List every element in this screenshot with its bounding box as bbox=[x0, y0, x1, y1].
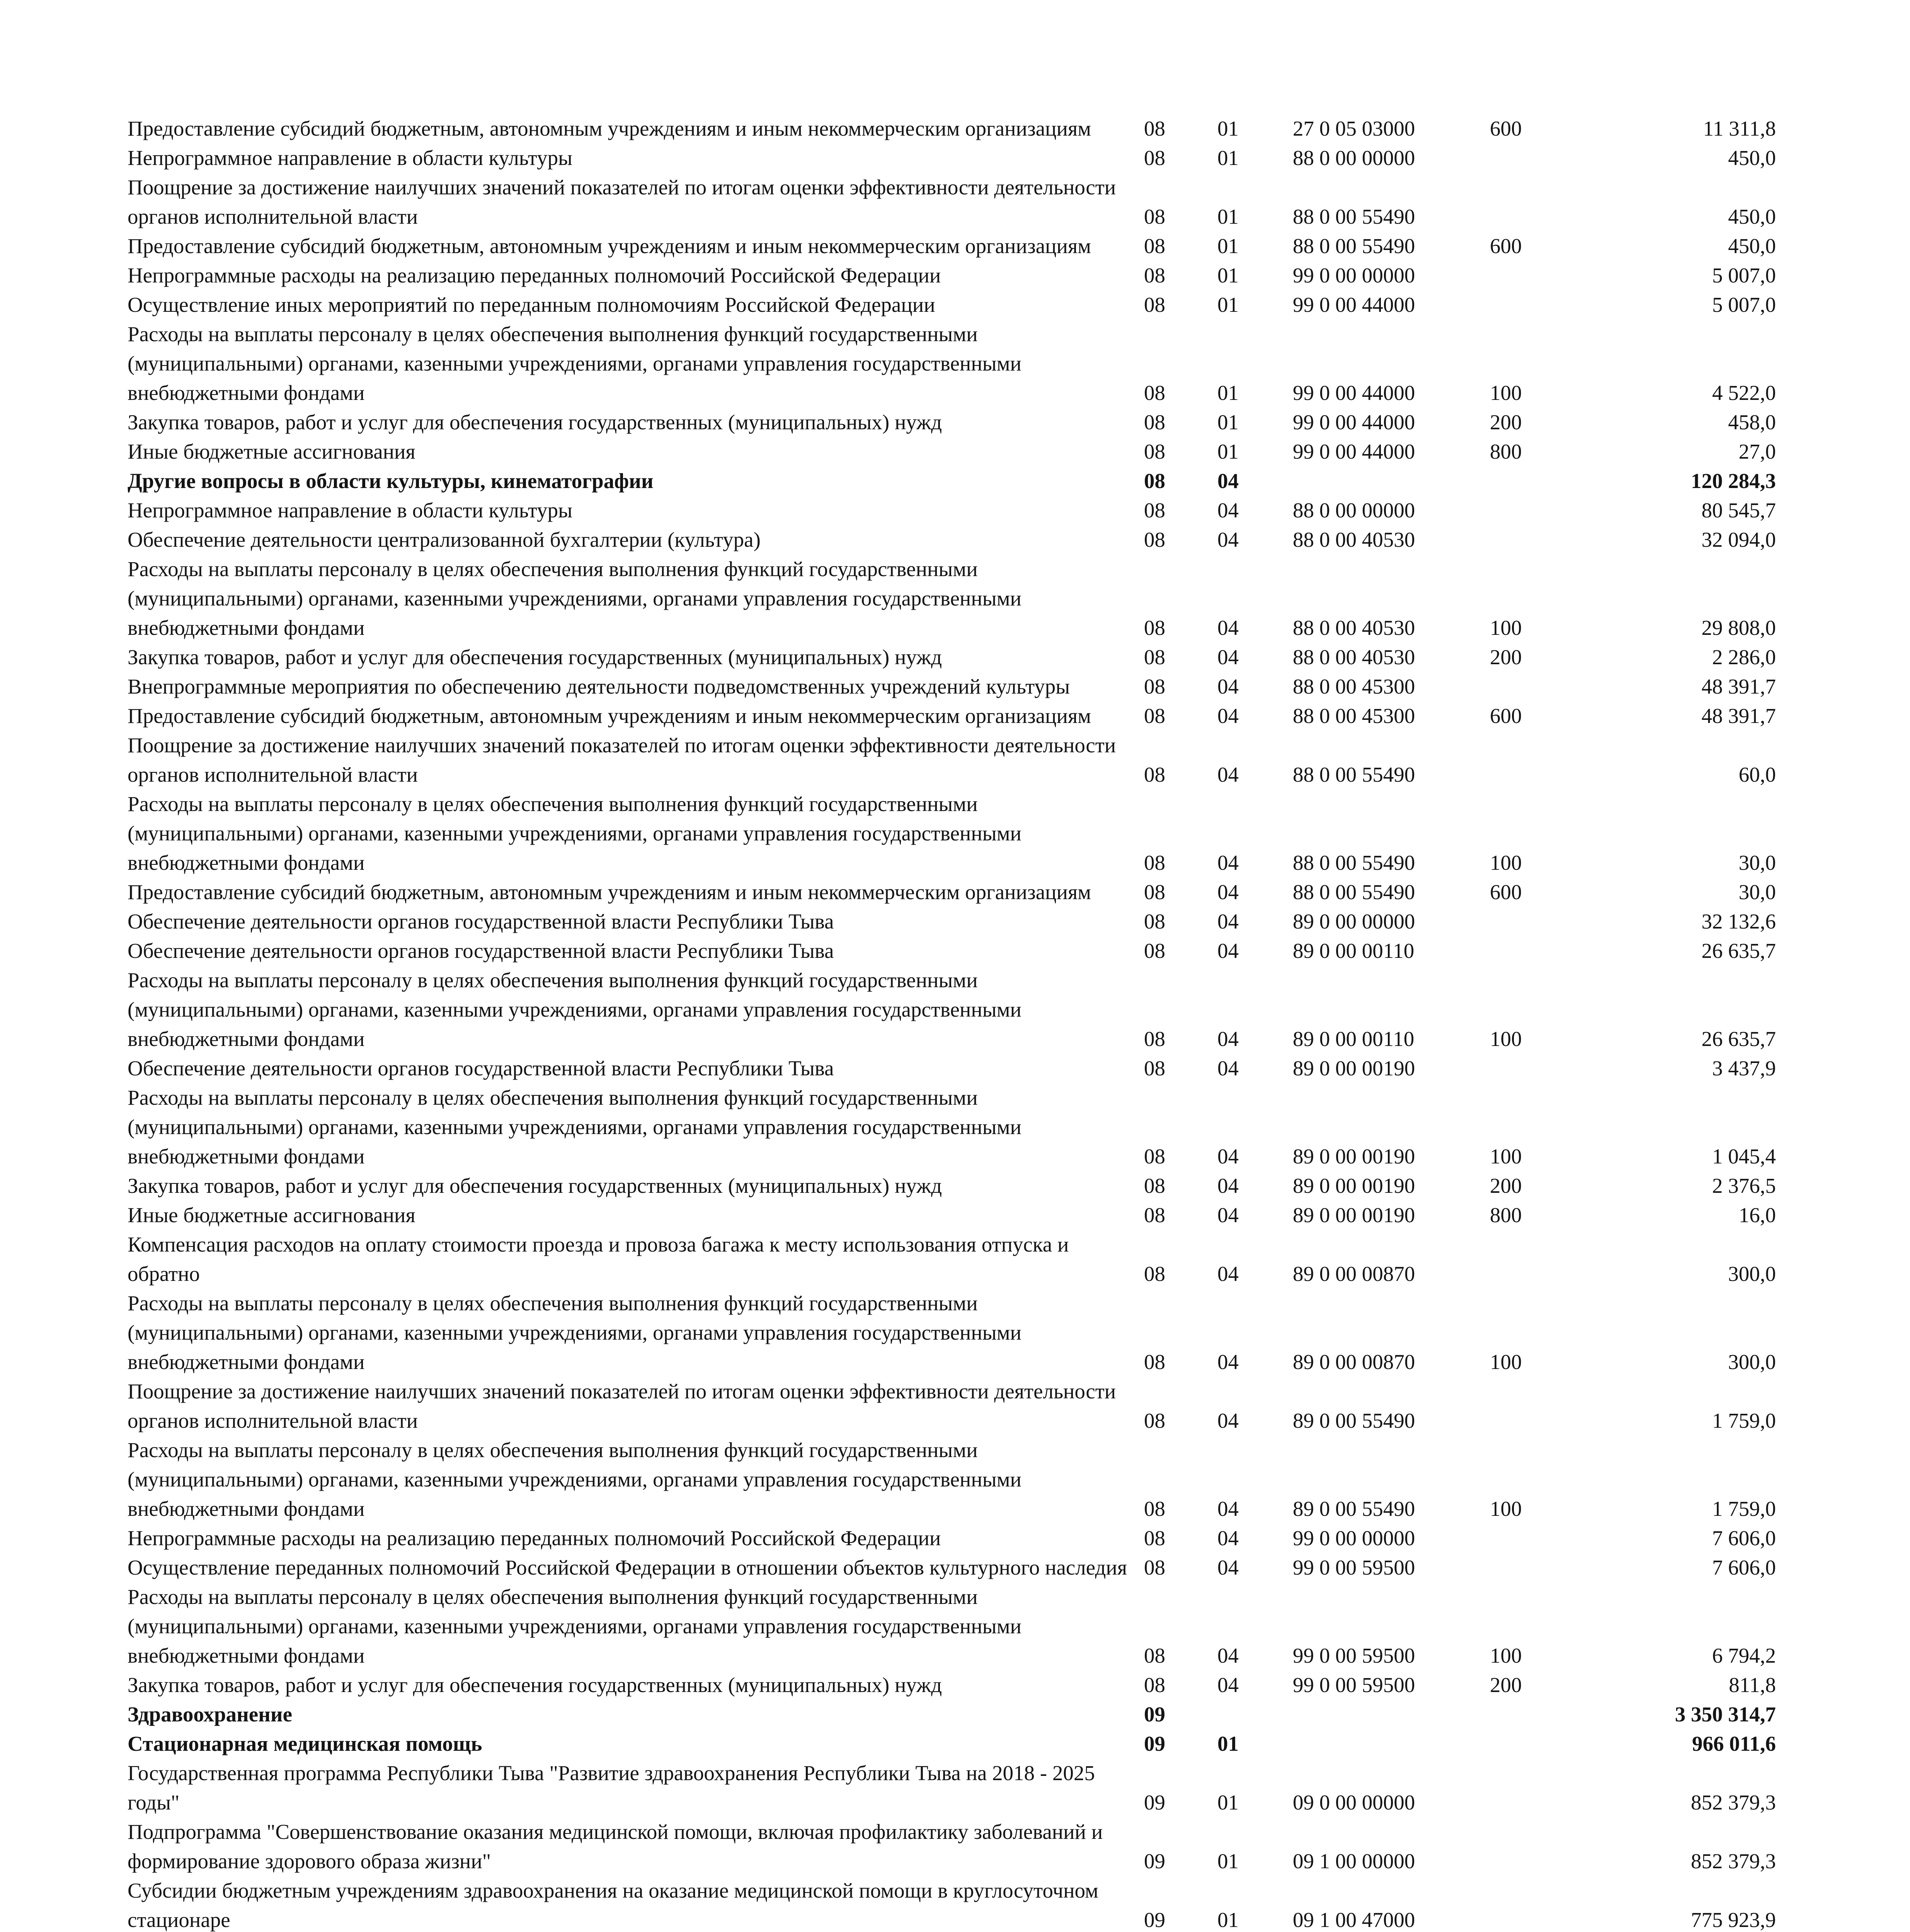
table-row bbox=[128, 114, 1789, 143]
table-row bbox=[128, 1817, 1789, 1876]
table-section-row bbox=[128, 1729, 1789, 1759]
item-name: Здравоохранение bbox=[128, 1702, 293, 1726]
amount: 811,8 bbox=[1729, 1673, 1776, 1697]
section-code: 08 bbox=[1144, 205, 1165, 228]
subsection-code: 04 bbox=[1217, 1056, 1239, 1080]
target-article-code: 99 0 00 59500 bbox=[1293, 1673, 1415, 1697]
table-row bbox=[128, 643, 1789, 672]
item-name: Непрограммное направление в области культуры bbox=[128, 146, 573, 170]
amount: 6 794,2 bbox=[1712, 1644, 1776, 1667]
subsection-code: 04 bbox=[1217, 1174, 1239, 1197]
item-name: Осуществление иных мероприятий по переданным полномочиям Российской Федерации bbox=[128, 293, 935, 316]
section-code: 08 bbox=[1144, 1174, 1165, 1197]
item-name: Поощрение за достижение наилучших значений показателей по итогам оценки эффективности деятельности органов исполнительной власти bbox=[128, 733, 1116, 786]
section-code: 08 bbox=[1144, 528, 1165, 551]
item-name: Предоставление субсидий бюджетным, автономным учреждениям и иным некоммерческим организациям bbox=[128, 234, 1091, 258]
subsection-code: 04 bbox=[1217, 1556, 1239, 1579]
item-name: Обеспечение деятельности органов государственной власти Республики Тыва bbox=[128, 910, 834, 933]
subsection-code: 04 bbox=[1217, 704, 1239, 728]
table-row bbox=[128, 1054, 1789, 1083]
amount: 450,0 bbox=[1728, 146, 1776, 170]
item-name: Расходы на выплаты персоналу в целях обеспечения выполнения функций государственными (муниципальными) органами, казенными учреждениями, органами управления государственными внебюджетными фондами bbox=[128, 1585, 1021, 1667]
item-name: Осуществление переданных полномочий Российской Федерации в отношении объектов культурного наследия bbox=[128, 1556, 1127, 1579]
subsection-code: 04 bbox=[1217, 1145, 1239, 1168]
item-name: Закупка товаров, работ и услуг для обеспечения государственных (муниципальных) нужд bbox=[128, 410, 942, 434]
amount: 32 132,6 bbox=[1701, 910, 1776, 933]
section-code: 08 bbox=[1144, 1145, 1165, 1168]
section-code: 09 bbox=[1144, 1908, 1165, 1932]
subsection-code: 04 bbox=[1217, 1203, 1239, 1227]
subsection-code: 01 bbox=[1217, 1791, 1239, 1814]
table-row bbox=[128, 408, 1789, 437]
item-name: Внепрограммные мероприятия по обеспечению деятельности подведомственных учреждений культуры bbox=[128, 675, 1070, 698]
amount: 2 286,0 bbox=[1712, 645, 1776, 669]
amount: 1 759,0 bbox=[1712, 1409, 1776, 1432]
item-name: Другие вопросы в области культуры, кинематографии bbox=[128, 469, 654, 493]
target-article-code: 99 0 00 00000 bbox=[1293, 264, 1415, 287]
subsection-code: 04 bbox=[1217, 1262, 1239, 1286]
expense-type-code: 600 bbox=[1490, 704, 1522, 728]
section-code: 08 bbox=[1144, 293, 1165, 316]
amount: 5 007,0 bbox=[1712, 293, 1776, 316]
target-article-code: 88 0 00 40530 bbox=[1293, 528, 1415, 551]
subsection-code: 01 bbox=[1217, 234, 1239, 258]
item-name: Компенсация расходов на оплату стоимости проезда и провоза багажа к месту использования отпуска и обратно bbox=[128, 1233, 1069, 1286]
table-row bbox=[128, 1759, 1789, 1817]
item-name: Расходы на выплаты персоналу в целях обеспечения выполнения функций государственными (муниципальными) органами, казенными учреждениями, органами управления государственными внебюджетными фондами bbox=[128, 792, 1021, 874]
section-code: 09 bbox=[1144, 1732, 1165, 1755]
subsection-code: 04 bbox=[1217, 1350, 1239, 1374]
section-code: 08 bbox=[1144, 1526, 1165, 1550]
item-name: Непрограммные расходы на реализацию переданных полномочий Российской Федерации bbox=[128, 264, 941, 287]
item-name: Субсидии бюджетным учреждениям здравоохранения на оказание медицинской помощи в круглосуточном стационаре bbox=[128, 1879, 1098, 1932]
target-article-code: 88 0 00 55490 bbox=[1293, 763, 1415, 786]
expense-type-code: 100 bbox=[1490, 851, 1522, 874]
amount: 30,0 bbox=[1738, 880, 1776, 904]
amount: 26 635,7 bbox=[1701, 1027, 1776, 1051]
target-article-code: 89 0 00 00190 bbox=[1293, 1174, 1415, 1197]
section-code: 08 bbox=[1144, 1203, 1165, 1227]
target-article-code: 89 0 00 55490 bbox=[1293, 1409, 1415, 1432]
expense-type-code: 100 bbox=[1490, 1350, 1522, 1374]
table-row bbox=[128, 1876, 1789, 1932]
section-code: 08 bbox=[1144, 939, 1165, 963]
table-row bbox=[128, 1201, 1789, 1230]
amount: 11 311,8 bbox=[1703, 117, 1776, 140]
item-name: Расходы на выплаты персоналу в целях обеспечения выполнения функций государственными (муниципальными) органами, казенными учреждениями, органами управления государственными внебюджетными фондами bbox=[128, 1291, 1021, 1374]
subsection-code: 01 bbox=[1217, 146, 1239, 170]
table-row bbox=[128, 1230, 1789, 1289]
table-row bbox=[128, 554, 1789, 643]
item-name: Стационарная медицинская помощь bbox=[128, 1732, 482, 1755]
subsection-code: 04 bbox=[1217, 1644, 1239, 1667]
target-article-code: 99 0 00 44000 bbox=[1293, 293, 1415, 316]
section-code: 08 bbox=[1144, 1409, 1165, 1432]
amount: 7 606,0 bbox=[1712, 1526, 1776, 1550]
amount: 29 808,0 bbox=[1701, 616, 1776, 639]
expense-type-code: 600 bbox=[1490, 117, 1522, 140]
section-code: 09 bbox=[1144, 1849, 1165, 1873]
table-row bbox=[128, 907, 1789, 936]
amount: 27,0 bbox=[1738, 440, 1776, 463]
target-article-code: 99 0 00 44000 bbox=[1293, 381, 1415, 405]
amount: 5 007,0 bbox=[1712, 264, 1776, 287]
section-code: 08 bbox=[1144, 264, 1165, 287]
target-article-code: 88 0 00 55490 bbox=[1293, 205, 1415, 228]
target-article-code: 99 0 00 59500 bbox=[1293, 1644, 1415, 1667]
expense-type-code: 200 bbox=[1490, 1673, 1522, 1697]
amount: 30,0 bbox=[1738, 851, 1776, 874]
amount: 1 045,4 bbox=[1712, 1145, 1776, 1168]
table-section-row bbox=[128, 1700, 1789, 1729]
target-article-code: 89 0 00 00190 bbox=[1293, 1203, 1415, 1227]
section-code: 08 bbox=[1144, 440, 1165, 463]
table-row bbox=[128, 701, 1789, 731]
item-name: Подпрограмма "Совершенствование оказания медицинской помощи, включая профилактику заболеваний и формирование здорового образа жизни" bbox=[128, 1820, 1103, 1873]
item-name: Поощрение за достижение наилучших значений показателей по итогам оценки эффективности деятельности органов исполнительной власти bbox=[128, 175, 1116, 228]
table-row bbox=[128, 1171, 1789, 1201]
item-name: Предоставление субсидий бюджетным, автономным учреждениям и иным некоммерческим организациям bbox=[128, 704, 1091, 728]
target-article-code: 99 0 00 59500 bbox=[1293, 1556, 1415, 1579]
amount: 300,0 bbox=[1728, 1350, 1776, 1374]
target-article-code: 88 0 00 00000 bbox=[1293, 498, 1415, 522]
item-name: Обеспечение деятельности органов государственной власти Республики Тыва bbox=[128, 939, 834, 963]
item-name: Закупка товаров, работ и услуг для обеспечения государственных (муниципальных) нужд bbox=[128, 1174, 942, 1197]
expense-type-code: 100 bbox=[1490, 1027, 1522, 1051]
table-row bbox=[128, 1435, 1789, 1524]
subsection-code: 04 bbox=[1217, 645, 1239, 669]
amount: 7 606,0 bbox=[1712, 1556, 1776, 1579]
amount: 852 379,3 bbox=[1691, 1791, 1776, 1814]
target-article-code: 88 0 00 45300 bbox=[1293, 704, 1415, 728]
expense-type-code: 800 bbox=[1490, 1203, 1522, 1227]
subsection-code: 04 bbox=[1217, 1526, 1239, 1550]
subsection-code: 04 bbox=[1217, 1497, 1239, 1520]
item-name: Непрограммное направление в области культуры bbox=[128, 498, 573, 522]
section-code: 08 bbox=[1144, 381, 1165, 405]
table-row bbox=[128, 1377, 1789, 1435]
section-code: 08 bbox=[1144, 675, 1165, 698]
item-name: Расходы на выплаты персоналу в целях обеспечения выполнения функций государственными (муниципальными) органами, казенными учреждениями, органами управления государственными внебюджетными фондами bbox=[128, 322, 1021, 405]
section-code: 08 bbox=[1144, 851, 1165, 874]
amount: 2 376,5 bbox=[1712, 1174, 1776, 1197]
amount: 450,0 bbox=[1728, 234, 1776, 258]
target-article-code: 88 0 00 40530 bbox=[1293, 616, 1415, 639]
table-row bbox=[128, 789, 1789, 878]
table-row bbox=[128, 261, 1789, 290]
target-article-code: 99 0 00 00000 bbox=[1293, 1526, 1415, 1550]
table-row bbox=[128, 672, 1789, 701]
target-article-code: 99 0 00 44000 bbox=[1293, 410, 1415, 434]
section-code: 08 bbox=[1144, 910, 1165, 933]
subsection-code: 04 bbox=[1217, 880, 1239, 904]
item-name: Расходы на выплаты персоналу в целях обеспечения выполнения функций государственными (муниципальными) органами, казенными учреждениями, органами управления государственными внебюджетными фондами bbox=[128, 968, 1021, 1051]
table-row bbox=[128, 1553, 1789, 1582]
item-name: Иные бюджетные ассигнования bbox=[128, 1203, 415, 1227]
amount: 60,0 bbox=[1738, 763, 1776, 786]
section-code: 08 bbox=[1144, 704, 1165, 728]
section-code: 08 bbox=[1144, 645, 1165, 669]
subsection-code: 04 bbox=[1217, 616, 1239, 639]
target-article-code: 88 0 00 55490 bbox=[1293, 851, 1415, 874]
item-name: Предоставление субсидий бюджетным, автономным учреждениям и иным некоммерческим организациям bbox=[128, 880, 1091, 904]
table-row bbox=[128, 1670, 1789, 1700]
amount: 48 391,7 bbox=[1701, 704, 1776, 728]
expense-type-code: 600 bbox=[1490, 234, 1522, 258]
expense-type-code: 100 bbox=[1490, 616, 1522, 639]
target-article-code: 88 0 00 00000 bbox=[1293, 146, 1415, 170]
amount: 3 437,9 bbox=[1712, 1056, 1776, 1080]
item-name: Расходы на выплаты персоналу в целях обеспечения выполнения функций государственными (муниципальными) органами, казенными учреждениями, органами управления государственными внебюджетными фондами bbox=[128, 1438, 1021, 1520]
section-code: 08 bbox=[1144, 1262, 1165, 1286]
item-name: Закупка товаров, работ и услуг для обеспечения государственных (муниципальных) нужд bbox=[128, 645, 942, 669]
target-article-code: 09 1 00 47000 bbox=[1293, 1908, 1415, 1932]
item-name: Государственная программа Республики Тыва "Развитие здравоохранения Республики Тыва на 2018 - 2025 годы" bbox=[128, 1761, 1095, 1814]
subsection-code: 01 bbox=[1217, 410, 1239, 434]
subsection-code: 01 bbox=[1217, 440, 1239, 463]
table-row bbox=[128, 525, 1789, 554]
expense-type-code: 200 bbox=[1490, 410, 1522, 434]
table-row bbox=[128, 437, 1789, 466]
table-row bbox=[128, 731, 1789, 789]
section-code: 08 bbox=[1144, 469, 1165, 493]
target-article-code: 09 1 00 00000 bbox=[1293, 1849, 1415, 1873]
expense-type-code: 100 bbox=[1490, 381, 1522, 405]
section-code: 08 bbox=[1144, 1497, 1165, 1520]
subsection-code: 04 bbox=[1217, 910, 1239, 933]
expense-type-code: 200 bbox=[1490, 1174, 1522, 1197]
expense-type-code: 100 bbox=[1490, 1644, 1522, 1667]
item-name: Расходы на выплаты персоналу в целях обеспечения выполнения функций государственными (муниципальными) органами, казенными учреждениями, органами управления государственными внебюджетными фондами bbox=[128, 557, 1021, 639]
subsection-code: 04 bbox=[1217, 939, 1239, 963]
item-name: Иные бюджетные ассигнования bbox=[128, 440, 415, 463]
section-code: 08 bbox=[1144, 146, 1165, 170]
table-row bbox=[128, 143, 1789, 173]
subsection-code: 01 bbox=[1217, 1732, 1239, 1755]
subsection-code: 04 bbox=[1217, 469, 1239, 493]
target-article-code: 88 0 00 55490 bbox=[1293, 880, 1415, 904]
item-name: Закупка товаров, работ и услуг для обеспечения государственных (муниципальных) нужд bbox=[128, 1673, 942, 1697]
section-code: 08 bbox=[1144, 1056, 1165, 1080]
subsection-code: 01 bbox=[1217, 264, 1239, 287]
table-row bbox=[128, 966, 1789, 1054]
target-article-code: 89 0 00 00000 bbox=[1293, 910, 1415, 933]
amount: 3 350 314,7 bbox=[1675, 1702, 1776, 1726]
section-code: 08 bbox=[1144, 616, 1165, 639]
section-code: 08 bbox=[1144, 1644, 1165, 1667]
expense-type-code: 100 bbox=[1490, 1497, 1522, 1520]
expense-type-code: 100 bbox=[1490, 1145, 1522, 1168]
section-code: 09 bbox=[1144, 1702, 1165, 1726]
subsection-code: 04 bbox=[1217, 1027, 1239, 1051]
item-name: Непрограммные расходы на реализацию переданных полномочий Российской Федерации bbox=[128, 1526, 941, 1550]
subsection-code: 04 bbox=[1217, 675, 1239, 698]
item-name: Расходы на выплаты персоналу в целях обеспечения выполнения функций государственными (муниципальными) органами, казенными учреждениями, органами управления государственными внебюджетными фондами bbox=[128, 1086, 1021, 1168]
amount: 80 545,7 bbox=[1701, 498, 1776, 522]
subsection-code: 01 bbox=[1217, 381, 1239, 405]
subsection-code: 01 bbox=[1217, 293, 1239, 316]
table-row bbox=[128, 320, 1789, 408]
subsection-code: 01 bbox=[1217, 1849, 1239, 1873]
target-article-code: 27 0 05 03000 bbox=[1293, 117, 1415, 140]
amount: 26 635,7 bbox=[1701, 939, 1776, 963]
expense-type-code: 600 bbox=[1490, 880, 1522, 904]
table-row bbox=[128, 173, 1789, 231]
amount: 852 379,3 bbox=[1691, 1849, 1776, 1873]
target-article-code: 88 0 00 40530 bbox=[1293, 645, 1415, 669]
target-article-code: 89 0 00 00870 bbox=[1293, 1262, 1415, 1286]
item-name: Поощрение за достижение наилучших значений показателей по итогам оценки эффективности деятельности органов исполнительной власти bbox=[128, 1379, 1116, 1432]
table-row bbox=[128, 878, 1789, 907]
amount: 1 759,0 bbox=[1712, 1497, 1776, 1520]
amount: 120 284,3 bbox=[1691, 469, 1776, 493]
target-article-code: 88 0 00 45300 bbox=[1293, 675, 1415, 698]
amount: 966 011,6 bbox=[1692, 1732, 1776, 1755]
table-row bbox=[128, 1524, 1789, 1553]
subsection-code: 01 bbox=[1217, 205, 1239, 228]
target-article-code: 89 0 00 00110 bbox=[1293, 939, 1415, 963]
subsection-code: 04 bbox=[1217, 1409, 1239, 1432]
table-row bbox=[128, 1289, 1789, 1377]
amount: 450,0 bbox=[1728, 205, 1776, 228]
subsection-code: 04 bbox=[1217, 528, 1239, 551]
budget-table bbox=[128, 114, 1789, 1932]
target-article-code: 89 0 00 00190 bbox=[1293, 1056, 1415, 1080]
subsection-code: 04 bbox=[1217, 498, 1239, 522]
table-row bbox=[128, 496, 1789, 525]
amount: 775 923,9 bbox=[1691, 1908, 1776, 1932]
target-article-code: 88 0 00 55490 bbox=[1293, 234, 1415, 258]
section-code: 09 bbox=[1144, 1791, 1165, 1814]
table-row bbox=[128, 1582, 1789, 1670]
section-code: 08 bbox=[1144, 1556, 1165, 1579]
section-code: 08 bbox=[1144, 1350, 1165, 1374]
expense-type-code: 800 bbox=[1490, 440, 1522, 463]
subsection-code: 01 bbox=[1217, 1908, 1239, 1932]
table-section-row bbox=[128, 466, 1789, 496]
amount: 300,0 bbox=[1728, 1262, 1776, 1286]
expense-type-code: 200 bbox=[1490, 645, 1522, 669]
item-name: Предоставление субсидий бюджетным, автономным учреждениям и иным некоммерческим организациям bbox=[128, 117, 1091, 140]
section-code: 08 bbox=[1144, 410, 1165, 434]
target-article-code: 89 0 00 00870 bbox=[1293, 1350, 1415, 1374]
target-article-code: 99 0 00 44000 bbox=[1293, 440, 1415, 463]
amount: 458,0 bbox=[1728, 410, 1776, 434]
item-name: Обеспечение деятельности органов государственной власти Республики Тыва bbox=[128, 1056, 834, 1080]
section-code: 08 bbox=[1144, 1673, 1165, 1697]
subsection-code: 04 bbox=[1217, 763, 1239, 786]
target-article-code: 09 0 00 00000 bbox=[1293, 1791, 1415, 1814]
section-code: 08 bbox=[1144, 1027, 1165, 1051]
item-name: Обеспечение деятельности централизованной бухгалтерии (культура) bbox=[128, 528, 761, 551]
target-article-code: 89 0 00 00190 bbox=[1293, 1145, 1415, 1168]
section-code: 08 bbox=[1144, 117, 1165, 140]
table-row bbox=[128, 1083, 1789, 1171]
section-code: 08 bbox=[1144, 763, 1165, 786]
amount: 32 094,0 bbox=[1701, 528, 1776, 551]
subsection-code: 04 bbox=[1217, 1673, 1239, 1697]
section-code: 08 bbox=[1144, 498, 1165, 522]
table-row bbox=[128, 231, 1789, 261]
section-code: 08 bbox=[1144, 880, 1165, 904]
amount: 4 522,0 bbox=[1712, 381, 1776, 405]
amount: 16,0 bbox=[1738, 1203, 1776, 1227]
amount: 48 391,7 bbox=[1701, 675, 1776, 698]
target-article-code: 89 0 00 00110 bbox=[1293, 1027, 1415, 1051]
section-code: 08 bbox=[1144, 234, 1165, 258]
target-article-code: 89 0 00 55490 bbox=[1293, 1497, 1415, 1520]
subsection-code: 01 bbox=[1217, 117, 1239, 140]
table-row bbox=[128, 290, 1789, 320]
table-row bbox=[128, 936, 1789, 966]
subsection-code: 04 bbox=[1217, 851, 1239, 874]
